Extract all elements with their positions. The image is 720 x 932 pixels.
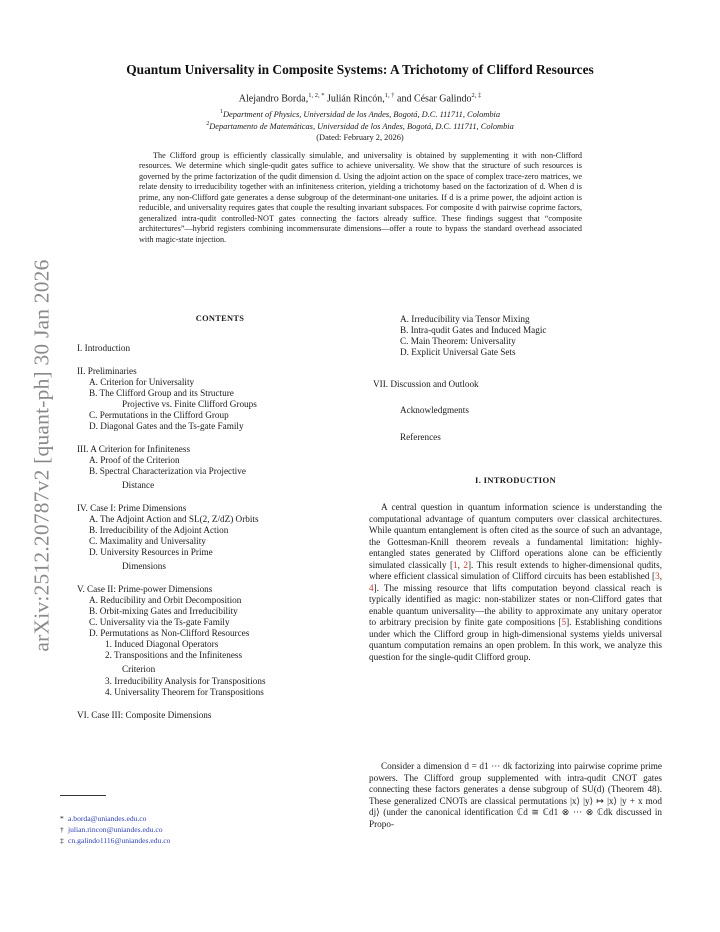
author-list	[60, 92, 660, 104]
date-line: (Dated: February 2, 2026)	[316, 133, 404, 142]
email-link[interactable]: cn.galindo1116@uniandes.edu.co	[68, 835, 171, 845]
toc-entry[interactable]: 1. Induced Diagonal Operators	[105, 639, 219, 649]
paper-title: Quantum Universality in Composite Systems: A Trichotomy of Clifford Resources	[126, 62, 594, 77]
toc-entry[interactable]: A. Criterion for Universality	[89, 377, 195, 387]
footnotes	[60, 814, 170, 846]
email-link[interactable]: julian.rincon@uniandes.edu.co	[68, 824, 163, 834]
arxiv-stamp	[22, 240, 62, 670]
toc-entry[interactable]: V. Case II: Prime-power Dimensions	[77, 584, 213, 594]
toc-entry[interactable]: C. Permutations in the Clifford Group	[89, 410, 229, 420]
intro-text: ]. The missing resource that lifts computation beyond classical reach is typically identified as magic: non-stabilizer states or non-Clifford gates that enable quantum universality—the ability to approximate any unitary operator to arbitrary precision by finite gate compositions [	[369, 582, 662, 627]
author-affil-mark: 1, 2, *	[308, 92, 325, 99]
toc-entry[interactable]: D. Explicit Universal Gate Sets	[400, 347, 516, 357]
toc-entry[interactable]: B. Intra-qudit Gates and Induced Magic	[400, 325, 547, 335]
toc-entry[interactable]: C. Maximality and Universality	[89, 536, 206, 546]
toc-entry[interactable]: 2. Transpositions and the Infiniteness	[105, 650, 243, 660]
toc-entry[interactable]: D. Permutations as Non-Clifford Resources	[89, 628, 250, 638]
toc-entry[interactable]: Distance	[122, 480, 155, 490]
toc-entry[interactable]: Acknowledgments	[400, 405, 469, 415]
toc-entry[interactable]: B. The Clifford Group and its Structure	[89, 388, 234, 398]
toc-entry[interactable]: B. Spectral Characterization via Projective	[89, 466, 246, 476]
toc-entry[interactable]: Dimensions	[122, 561, 166, 571]
toc-entry[interactable]: III. A Criterion for Infiniteness	[77, 444, 191, 454]
toc-entry[interactable]: 4. Universality Theorem for Transpositions	[105, 687, 264, 697]
intro-text: ]. This result extends to higher-dimensional qudits, where efficient classical simulation of Clifford circuits has been established [	[369, 559, 662, 581]
affiliation-text: Department of Physics, Universidad de los Andes, Bogotá, D.C. 111711, Colombia	[222, 109, 501, 119]
affiliation	[60, 109, 660, 119]
arxiv-stamp-text: arXiv:2512.20787v2 [quant-ph] 30 Jan 2026	[29, 258, 54, 652]
citation-separator: ,	[659, 571, 662, 581]
citation-link[interactable]: 4	[369, 582, 374, 593]
citation-link[interactable]: 1	[453, 559, 458, 570]
toc-entry[interactable]: Criterion	[122, 664, 156, 674]
toc-entry[interactable]: I. Introduction	[77, 343, 131, 353]
toc-entry[interactable]: 3. Irreducibility Analysis for Transpositions	[105, 676, 266, 686]
affiliation	[60, 121, 660, 131]
footnote	[60, 836, 170, 847]
toc-entry[interactable]: A. Reducibility and Orbit Decomposition	[89, 595, 242, 605]
author-name: Alejandro Borda,	[238, 93, 309, 105]
affiliation-mark: 2	[206, 121, 210, 127]
author-affil-mark: 1, †	[384, 92, 395, 99]
toc-entry[interactable]: VI. Case III: Composite Dimensions	[77, 710, 212, 720]
footnote	[60, 814, 170, 825]
toc-entry[interactable]: A. The Adjoint Action and SL(2, Z/dZ) Orbits	[89, 514, 259, 524]
toc-entry[interactable]: C. Main Theorem: Universality	[400, 336, 516, 346]
affiliation-text: Departamento de Matemáticas, Universidad de los Andes, Bogotá, D.C. 111711, Colombia	[209, 121, 514, 131]
author-name: César Galindo	[413, 93, 472, 105]
footnote-mark: *	[60, 814, 64, 823]
abstract: The Clifford group is efficiently classically simulable, and universality is obtained by supplementing it with non-Clifford resources. We determine which single-qudit gates suffice to achieve universality. We show that the structure of such resources is governed by the prime factorization of the qudit dimension d. Using the adjoint action on the space of complex trace-zero matrices, we relate density to irreducibility together with an infiniteness criterion, yielding a trichotomy based on the factorization of d. When d is prime, any non-Clifford gate generates a dense subgroup of the determinant-one unitaries. If d is a prime power, the adjoint action is reducible, and universality requires gates that couple the resulting invariant subspaces. For composite d with pairwise coprime factors, generalized intra-qudit controlled-NOT gates connecting the factors already suffice. These findings suggest that “composite architectures”—hybrid registers combining incommensurate dimensions—offer a route to bypass the standard overhead associated with magic-state injection.	[139, 151, 582, 244]
citation-link[interactable]: 3	[655, 571, 660, 581]
author-affil-mark: 2, ‡	[471, 92, 482, 99]
footnote-mark: ‡	[60, 835, 64, 845]
intro-text: A central question in quantum information science is understanding the computational advantage of quantum computers over classical architectures. While quantum entanglement is often cited as the source of such an advantage, the Gottesman-Knill theorem reveals a fundamental limitation: highly-entangled states generated by Clifford operations alone can be efficiently simulated classically [	[369, 502, 662, 570]
citation-link[interactable]: 2	[463, 559, 468, 570]
author-conjunction: and	[397, 93, 412, 105]
author-name: Julián Rincón,	[326, 93, 385, 105]
toc-entry[interactable]: IV. Case I: Prime Dimensions	[77, 503, 187, 513]
toc-entry[interactable]: Projective vs. Finite Clifford Groups	[122, 399, 257, 409]
toc-entry[interactable]: A. Proof of the Criterion	[89, 455, 180, 465]
footnote-mark: †	[60, 824, 64, 834]
toc-entry[interactable]: D. Diagonal Gates and the Ts-gate Family	[89, 421, 244, 431]
toc-entry[interactable]: II. Preliminaries	[77, 366, 137, 376]
footnote-divider	[60, 795, 106, 796]
toc-entry[interactable]: A. Irreducibility via Tensor Mixing	[400, 314, 530, 324]
email-link[interactable]: a.borda@uniandes.edu.co	[68, 814, 147, 823]
affiliation-mark: 1	[219, 109, 223, 115]
citation-link[interactable]: 5	[561, 617, 567, 627]
toc-entry[interactable]: B. Orbit-mixing Gates and Irreducibility	[89, 606, 238, 616]
footnote	[60, 825, 170, 836]
intro-text: ]. Establishing conditions under which the Clifford group in high-dimensional systems yields universal quantum computation remains an open problem. In this work, we analyze this question for the single-qudit Clifford group.	[369, 617, 663, 662]
toc-entry[interactable]: C. Universality via the Ts-gate Family	[89, 617, 230, 627]
toc-entry[interactable]: References	[400, 432, 441, 442]
citation-separator: ,	[457, 559, 464, 570]
intro-paragraph-2: Consider a dimension d = d1 ··· dk factorizing into pairwise coprime prime powers. The Clifford group supplemented with intra-qudit CNOT gates connecting these factors generates a dense subgroup of SU(d) (Theorem 48). These generalized CNOTs are classical permutations |x⟩ |y⟩ ↦ |x⟩ |y + x mod dj⟩ (under the canonical identification ℂd ≅ ℂd1 ⊗ ··· ⊗ ℂdk discussed in Propo-	[369, 761, 662, 829]
toc-entry[interactable]: B. Irreducibility of the Adjoint Action	[89, 525, 229, 535]
contents-heading: CONTENTS	[195, 314, 245, 323]
intro-paragraph-1	[369, 502, 662, 663]
section-heading-introduction: I. INTRODUCTION	[475, 475, 556, 485]
toc-entry[interactable]: VII. Discussion and Outlook	[373, 379, 479, 389]
toc-entry[interactable]: D. University Resources in Prime	[89, 547, 213, 557]
